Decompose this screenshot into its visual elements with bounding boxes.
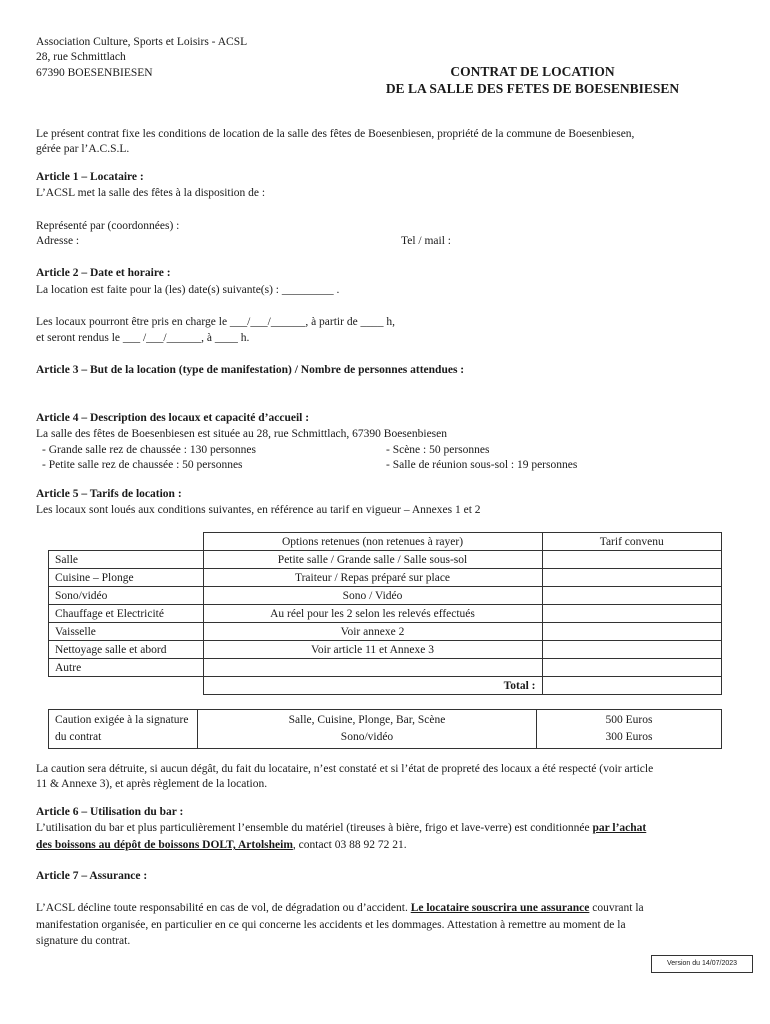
caution-items-line1: Salle, Cuisine, Plonge, Bar, Scène bbox=[288, 714, 446, 726]
total-value-cell[interactable] bbox=[542, 677, 722, 695]
article6-line2 bbox=[36, 838, 407, 852]
capacity-grande-salle: - Grande salle rez de chaussée : 130 personnes bbox=[42, 444, 256, 456]
article7-bold: Le locataire souscrira une assurance bbox=[410, 902, 590, 914]
article6-bold2: des boissons au dépôt de boissons DOLT, Artolsheim bbox=[36, 839, 293, 851]
intro-line1: Le présent contrat fixe les conditions de location de la salle des fêtes de Boesenbiesen, propriété de la commune de Boesenbiesen, bbox=[36, 128, 635, 140]
row-label: Salle bbox=[49, 551, 204, 569]
row-label: Sono/vidéo bbox=[49, 587, 204, 605]
intro-line2: gérée par l’A.C.S.L. bbox=[36, 143, 130, 155]
capacity-petite-salle: - Petite salle rez de chaussée : 50 personnes bbox=[42, 459, 243, 471]
row-option: Voir annexe 2 bbox=[203, 623, 542, 641]
row-label: Chauffage et Electricité bbox=[49, 605, 204, 623]
article6-text-end: , contact 03 88 92 72 21. bbox=[292, 839, 407, 851]
article3-heading: Article 3 – But de la location (type de manifestation) / Nombre de personnes attendues : bbox=[36, 364, 465, 376]
table-total-row bbox=[49, 677, 722, 695]
document-subtitle: DE LA SALLE DES FETES DE BOESENBIESEN bbox=[385, 81, 680, 96]
caution-items bbox=[198, 710, 537, 749]
table-row bbox=[49, 659, 722, 677]
article7-heading: Article 7 – Assurance : bbox=[36, 870, 148, 882]
caution-label: Caution exigée à la signature du contrat bbox=[49, 710, 198, 749]
tel-label: Tel / mail : bbox=[401, 235, 451, 247]
org-address: 28, rue Schmittlach bbox=[36, 51, 126, 63]
row-option[interactable] bbox=[203, 659, 542, 677]
org-city: 67390 BOESENBIESEN bbox=[36, 67, 153, 79]
caution-items-line2: Sono/vidéo bbox=[340, 731, 394, 743]
row-tarif-cell[interactable] bbox=[542, 587, 722, 605]
article7-line3: signature du contrat. bbox=[36, 935, 131, 947]
article2-pickup: Les locaux pourront être pris en charge le ___/___/______, à partir de ____ h, bbox=[36, 316, 396, 328]
table-row bbox=[49, 605, 722, 623]
org-name: Association Culture, Sports et Loisirs - ACSL bbox=[36, 36, 248, 48]
article7-text-start: L’ACSL décline toute responsabilité en cas de vol, de dégradation ou d’accident. bbox=[36, 902, 411, 914]
capacity-salle-reunion: - Salle de réunion sous-sol : 19 personnes bbox=[386, 459, 578, 471]
row-option: Petite salle / Grande salle / Salle sous-sol bbox=[203, 551, 542, 569]
tarifs-table bbox=[48, 532, 722, 695]
article6-bold1: par l’achat bbox=[592, 822, 647, 834]
article4-address: La salle des fêtes de Boesenbiesen est située au 28, rue Schmittlach, 67390 Boesenbiesen bbox=[36, 428, 448, 440]
total-label: Total : bbox=[203, 677, 542, 695]
article7-line2: manifestation organisée, en particulier en ce qui concerne les accidents et les dommages. Attestation à remettre au moment de la bbox=[36, 919, 626, 931]
row-label: Vaisselle bbox=[49, 623, 204, 641]
table-row bbox=[49, 587, 722, 605]
caution-row bbox=[49, 710, 722, 749]
caution-table bbox=[48, 709, 722, 749]
table-row bbox=[49, 623, 722, 641]
row-tarif-cell[interactable] bbox=[542, 623, 722, 641]
caution-text-line2: 11 & Annexe 3), et après règlement de la location. bbox=[36, 778, 268, 790]
row-tarif-cell[interactable] bbox=[542, 641, 722, 659]
row-label: Autre bbox=[49, 659, 204, 677]
article7-text-end: couvrant la bbox=[589, 902, 644, 914]
total-empty bbox=[49, 677, 204, 695]
row-tarif-cell[interactable] bbox=[542, 569, 722, 587]
document-title: CONTRAT DE LOCATION bbox=[450, 64, 615, 79]
caution-text-line1: La caution sera détruite, si aucun dégât, du fait du locataire, n’est constaté et si l’état de propreté des locaux a été respecté (voir article bbox=[36, 763, 654, 775]
article6-text-start: L’utilisation du bar et plus particulièrement l’ensemble du matériel (tireuses à bière, frigo et lave-verre) est conditionnée bbox=[36, 822, 593, 834]
row-label: Cuisine – Plonge bbox=[49, 569, 204, 587]
version-stamp: Version du 14/07/2023 bbox=[651, 955, 753, 973]
row-option: Sono / Vidéo bbox=[203, 587, 542, 605]
article1-line: L’ACSL met la salle des fêtes à la disposition de : bbox=[36, 187, 266, 199]
caution-amount-1: 500 Euros bbox=[605, 714, 653, 726]
capacity-scene: - Scène : 50 personnes bbox=[386, 444, 490, 456]
row-tarif-cell[interactable] bbox=[542, 659, 722, 677]
article2-return: et seront rendus le ___ /___/______, à ____ h. bbox=[36, 332, 250, 344]
article2-dates: La location est faite pour la (les) date(s) suivante(s) : _________ . bbox=[36, 284, 340, 296]
adresse-label: Adresse : bbox=[36, 235, 80, 247]
article2-heading: Article 2 – Date et horaire : bbox=[36, 267, 171, 279]
row-tarif-cell[interactable] bbox=[542, 551, 722, 569]
table-row bbox=[49, 551, 722, 569]
caution-amount-2: 300 Euros bbox=[605, 731, 653, 743]
article5-intro: Les locaux sont loués aux conditions suivantes, en référence au tarif en vigueur – Annexes 1 et 2 bbox=[36, 504, 481, 516]
row-option: Voir article 11 et Annexe 3 bbox=[203, 641, 542, 659]
row-tarif-cell[interactable] bbox=[542, 605, 722, 623]
table-header-row bbox=[49, 533, 722, 551]
table-row bbox=[49, 641, 722, 659]
article7-line1 bbox=[36, 901, 644, 915]
table-header-empty bbox=[49, 533, 204, 551]
col-header-options: Options retenues (non retenues à rayer) bbox=[203, 533, 542, 551]
row-option: Au réel pour les 2 selon les relevés effectués bbox=[203, 605, 542, 623]
article6-line1 bbox=[36, 821, 646, 835]
row-option: Traiteur / Repas préparé sur place bbox=[203, 569, 542, 587]
table-row bbox=[49, 569, 722, 587]
caution-amounts bbox=[537, 710, 722, 749]
row-label: Nettoyage salle et abord bbox=[49, 641, 204, 659]
represente-label: Représenté par (coordonnées) : bbox=[36, 220, 180, 232]
article4-heading: Article 4 – Description des locaux et capacité d’accueil : bbox=[36, 412, 310, 424]
article5-heading: Article 5 – Tarifs de location : bbox=[36, 488, 182, 500]
article1-heading: Article 1 – Locataire : bbox=[36, 171, 144, 183]
article6-heading: Article 6 – Utilisation du bar : bbox=[36, 806, 184, 818]
col-header-tarif: Tarif convenu bbox=[542, 533, 722, 551]
